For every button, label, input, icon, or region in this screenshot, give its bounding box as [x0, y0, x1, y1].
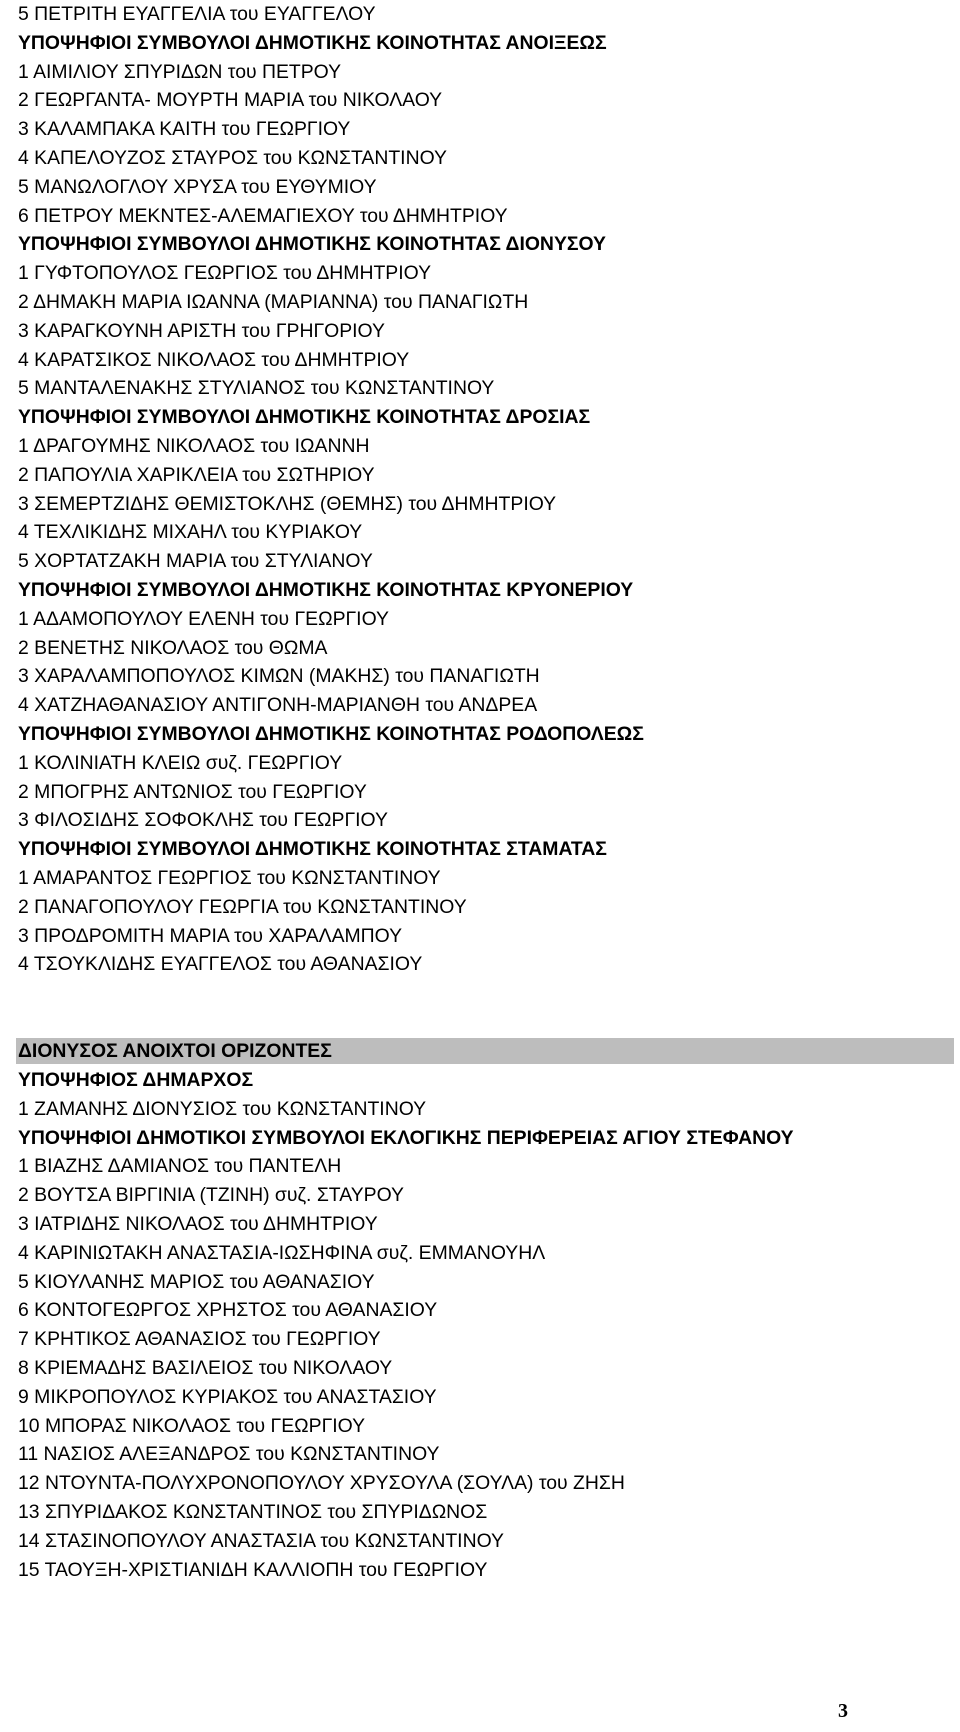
section-heading: ΥΠΟΨΗΦΙΟΙ ΣΥΜΒΟΥΛΟΙ ΔΗΜΟΤΙΚΗΣ ΚΟΙΝΟΤΗΤΑΣ ΡΟΔΟΠΟΛΕΩΣ	[18, 722, 644, 745]
candidate-line: 2 ΒΕΝΕΤΗΣ ΝΙΚΟΛΑΟΣ του ΘΩΜΑ	[18, 636, 328, 659]
candidate-line: 5 ΠΕΤΡΙΤΗ ΕΥΑΓΓΕΛΙΑ του ΕΥΑΓΓΕΛΟΥ	[18, 3, 376, 25]
party-heading: ΔΙΟΝΥΣΟΣ ΑΝΟΙΧΤΟΙ ΟΡΙΖΟΝΤΕΣ	[18, 1040, 332, 1062]
candidate-line: 2 ΜΠΟΓΡΗΣ ΑΝΤΩΝΙΟΣ του ΓΕΩΡΓΙΟΥ	[18, 780, 367, 803]
candidate-line: 13 ΣΠΥΡΙΔΑΚΟΣ ΚΩΝΣΤΑΝΤΙΝΟΣ του ΣΠΥΡΙΔΩΝΟΣ	[18, 1500, 488, 1523]
candidate-line: 7 ΚΡΗΤΙΚΟΣ ΑΘΑΝΑΣΙΟΣ του ΓΕΩΡΓΙΟΥ	[18, 1328, 381, 1351]
candidate-line: 11 ΝΑΣΙΟΣ ΑΛΕΞΑΝΔΡΟΣ του ΚΩΝΣΤΑΝΤΙΝΟΥ	[18, 1443, 440, 1466]
candidate-line: 5 ΜΑΝΤΑΛΕΝΑΚΗΣ ΣΤΥΛΙΑΝΟΣ του ΚΩΝΣΤΑΝΤΙΝΟΥ	[18, 377, 495, 400]
candidate-line: 10 ΜΠΟΡΑΣ ΝΙΚΟΛΑΟΣ του ΓΕΩΡΓΙΟΥ	[18, 1414, 366, 1437]
party-heading-bar	[16, 1038, 954, 1064]
candidate-line: 1 ΚΟΛΙΝΙΑΤΗ ΚΛΕΙΩ συζ. ΓΕΩΡΓΙΟΥ	[18, 751, 343, 774]
section-heading: ΥΠΟΨΗΦΙΟΙ ΣΥΜΒΟΥΛΟΙ ΔΗΜΟΤΙΚΗΣ ΚΟΙΝΟΤΗΤΑΣ ΑΝΟΙΞΕΩΣ	[18, 31, 607, 54]
document-body	[18, 0, 958, 979]
candidate-line: 4 ΤΕΧΛΙΚΙΔΗΣ ΜΙΧΑΗΛ του ΚΥΡΙΑΚΟΥ	[18, 521, 363, 544]
candidate-line: 3 ΚΑΡΑΓΚΟΥΝΗ ΑΡΙΣΤΗ του ΓΡΗΓΟΡΙΟΥ	[18, 319, 385, 342]
candidate-line: 8 ΚΡΙΕΜΑΔΗΣ ΒΑΣΙΛΕΙΟΣ του ΝΙΚΟΛΑΟΥ	[18, 1356, 393, 1379]
candidate-line: 5 ΧΟΡΤΑΤΖΑΚΗ ΜΑΡΙΑ του ΣΤΥΛΙΑΝΟΥ	[18, 550, 373, 573]
candidate-line: 3 ΧΑΡΑΛΑΜΠΟΠΟΥΛΟΣ ΚΙΜΩΝ (ΜΑΚΗΣ) του ΠΑΝΑΓΙΩΤΗ	[18, 665, 540, 688]
candidate-line: 6 ΚΟΝΤΟΓΕΩΡΓΟΣ ΧΡΗΣΤΟΣ του ΑΘΑΝΑΣΙΟΥ	[18, 1299, 438, 1322]
candidate-line: 1 ΒΙΑΖΗΣ ΔΑΜΙΑΝΟΣ του ΠΑΝΤΕΛΗ	[18, 1155, 342, 1178]
candidate-line: 5 ΚΙΟΥΛΑΝΗΣ ΜΑΡΙΟΣ του ΑΘΑΝΑΣΙΟΥ	[18, 1270, 375, 1293]
section-heading: ΥΠΟΨΗΦΙΟΙ ΣΥΜΒΟΥΛΟΙ ΔΗΜΟΤΙΚΗΣ ΚΟΙΝΟΤΗΤΑΣ ΣΤΑΜΑΤΑΣ	[18, 838, 607, 861]
section-heading: ΥΠΟΨΗΦΙΟΣ ΔΗΜΑΡΧΟΣ	[18, 1069, 254, 1091]
candidate-line: 5 ΜΑΝΩΛΟΓΛΟΥ ΧΡΥΣΑ του ΕΥΘΥΜΙΟΥ	[18, 175, 377, 198]
candidate-line: 3 ΣΕΜΕΡΤΖΙΔΗΣ ΘΕΜΙΣΤΟΚΛΗΣ (ΘΕΜΗΣ) του ΔΗΜΗΤΡΙΟΥ	[18, 492, 557, 515]
candidate-line: 2 ΒΟΥΤΣΑ ΒΙΡΓΙΝΙΑ (ΤΖΙΝΗ) συζ. ΣΤΑΥΡΟΥ	[18, 1184, 404, 1207]
candidate-line: 2 ΔΗΜΑΚΗ ΜΑΡΙΑ ΙΩΑΝΝΑ (ΜΑΡΙΑΝΝΑ) του ΠΑΝΑΓΙΩΤΗ	[18, 290, 529, 313]
candidate-line: 4 ΚΑΡΑΤΣΙΚΟΣ ΝΙΚΟΛΑΟΣ του ΔΗΜΗΤΡΙΟΥ	[18, 348, 410, 371]
candidate-line: 3 ΙΑΤΡΙΔΗΣ ΝΙΚΟΛΑΟΣ του ΔΗΜΗΤΡΙΟΥ	[18, 1212, 378, 1235]
candidate-line: 6 ΠΕΤΡΟΥ ΜΕΚΝΤΕΣ-ΑΛΕΜΑΓΙΕΧΟΥ του ΔΗΜΗΤΡΙΟΥ	[18, 204, 508, 227]
document-body-2	[18, 1066, 948, 1584]
candidate-line: 4 ΚΑΡΙΝΙΩΤΑΚΗ ΑΝΑΣΤΑΣΙΑ-ΙΩΣΗΦΙΝΑ συζ. ΕΜΜΑΝΟΥΗΛ	[18, 1241, 546, 1264]
candidate-line: 1 ΑΜΑΡΑΝΤΟΣ ΓΕΩΡΓΙΟΣ του ΚΩΝΣΤΑΝΤΙΝΟΥ	[18, 866, 441, 889]
candidate-line: 1 ΓΥΦΤΟΠΟΥΛΟΣ ΓΕΩΡΓΙΟΣ του ΔΗΜΗΤΡΙΟΥ	[18, 262, 432, 285]
section-heading: ΥΠΟΨΗΦΙΟΙ ΔΗΜΟΤΙΚΟΙ ΣΥΜΒΟΥΛΟΙ ΕΚΛΟΓΙΚΗΣ ΠΕΡΙΦΕΡΕΙΑΣ ΑΓΙΟΥ ΣΤΕΦΑΝΟΥ	[18, 1126, 794, 1149]
candidate-line: 3 ΚΑΛΑΜΠΑΚΑ ΚΑΙΤΗ του ΓΕΩΡΓΙΟΥ	[18, 118, 351, 141]
candidate-line: 3 ΠΡΟΔΡΟΜΙΤΗ ΜΑΡΙΑ του ΧΑΡΑΛΑΜΠΟΥ	[18, 924, 403, 947]
candidate-line: 3 ΦΙΛΟΣΙΔΗΣ ΣΟΦΟΚΛΗΣ του ΓΕΩΡΓΙΟΥ	[18, 809, 388, 832]
candidate-line: 4 ΧΑΤΖΗΑΘΑΝΑΣΙΟΥ ΑΝΤΙΓΟΝΗ-ΜΑΡΙΑΝΘΗ του ΑΝΔΡΕΑ	[18, 694, 538, 717]
candidate-line: 1 ΑΔΑΜΟΠΟΥΛΟΥ ΕΛΕΝΗ του ΓΕΩΡΓΙΟΥ	[18, 607, 389, 630]
section-heading: ΥΠΟΨΗΦΙΟΙ ΣΥΜΒΟΥΛΟΙ ΔΗΜΟΤΙΚΗΣ ΚΟΙΝΟΤΗΤΑΣ ΔΙΟΝΥΣΟΥ	[18, 233, 606, 256]
candidate-line: 15 ΤΑΟΥΞΗ-ΧΡΙΣΤΙΑΝΙΔΗ ΚΑΛΛΙΟΠΗ του ΓΕΩΡΓΙΟΥ	[18, 1558, 488, 1581]
candidate-line: 4 ΚΑΠΕΛΟΥΖΟΣ ΣΤΑΥΡΟΣ του ΚΩΝΣΤΑΝΤΙΝΟΥ	[18, 146, 447, 169]
page-number: 3	[838, 1700, 848, 1722]
candidate-line: 14 ΣΤΑΣΙΝΟΠΟΥΛΟΥ ΑΝΑΣΤΑΣΙΑ του ΚΩΝΣΤΑΝΤΙΝΟΥ	[18, 1529, 504, 1552]
candidate-line: 9 ΜΙΚΡΟΠΟΥΛΟΣ ΚΥΡΙΑΚΟΣ του ΑΝΑΣΤΑΣΙΟΥ	[18, 1385, 437, 1408]
candidate-line: 2 ΠΑΝΑΓΟΠΟΥΛΟΥ ΓΕΩΡΓΙΑ του ΚΩΝΣΤΑΝΤΙΝΟΥ	[18, 895, 467, 918]
section-heading: ΥΠΟΨΗΦΙΟΙ ΣΥΜΒΟΥΛΟΙ ΔΗΜΟΤΙΚΗΣ ΚΟΙΝΟΤΗΤΑΣ ΔΡΟΣΙΑΣ	[18, 406, 591, 429]
candidate-line: 2 ΓΕΩΡΓΑΝΤΑ- ΜΟΥΡΤΗ ΜΑΡΙΑ του ΝΙΚΟΛΑΟΥ	[18, 89, 443, 112]
candidate-line: 4 ΤΣΟΥΚΛΙΔΗΣ ΕΥΑΓΓΕΛΟΣ του ΑΘΑΝΑΣΙΟΥ	[18, 953, 423, 976]
candidate-line: 1 ΔΡΑΓΟΥΜΗΣ ΝΙΚΟΛΑΟΣ του ΙΩΑΝΝΗ	[18, 434, 370, 457]
candidate-line: 1 ΖΑΜΑΝΗΣ ΔΙΟΝΥΣΙΟΣ του ΚΩΝΣΤΑΝΤΙΝΟΥ	[18, 1097, 427, 1120]
candidate-line: 1 ΑΙΜΙΛΙΟΥ ΣΠΥΡΙΔΩΝ του ΠΕΤΡΟΥ	[18, 60, 342, 83]
candidate-line: 2 ΠΑΠΟΥΛΙΑ ΧΑΡΙΚΛΕΙΑ του ΣΩΤΗΡΙΟΥ	[18, 463, 375, 486]
section-heading: ΥΠΟΨΗΦΙΟΙ ΣΥΜΒΟΥΛΟΙ ΔΗΜΟΤΙΚΗΣ ΚΟΙΝΟΤΗΤΑΣ ΚΡΥΟΝΕΡΙΟΥ	[18, 578, 634, 601]
candidate-line: 12 ΝΤΟΥΝΤΑ-ΠΟΛΥΧΡΟΝΟΠΟΥΛΟΥ ΧΡΥΣΟΥΛΑ (ΣΟΥΛΑ) του ΖΗΣΗ	[18, 1472, 625, 1495]
